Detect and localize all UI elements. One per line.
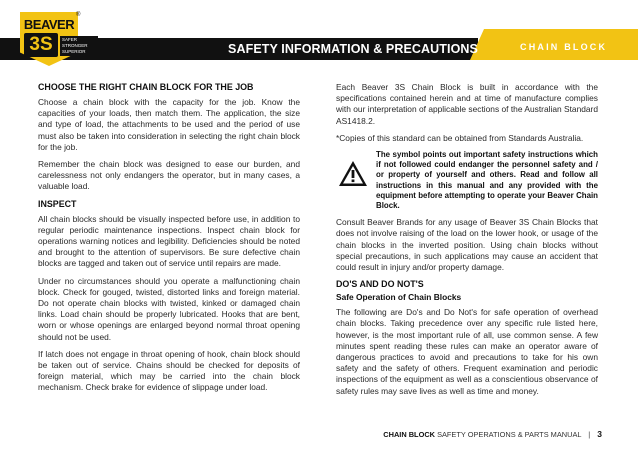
paragraph: *Copies of this standard can be obtained from Standards Australia. (336, 132, 584, 143)
logo-registered: ® (76, 12, 81, 18)
right-column (336, 82, 598, 403)
logo-word: STRONGER (62, 43, 88, 48)
footer-product: CHAIN BLOCK (383, 430, 435, 439)
section-tag: CHAIN BLOCK (520, 42, 608, 52)
paragraph: All chain blocks should be visually inspected before use, in addition to regular periodic maintenance inspections. Inspect chain block for operations warning notices and legibility. Deficiencies should be noted and brought to the attention of supervisors. Be sure defective chain blocks are tagged and taken out of service until repairs are made. (38, 213, 300, 269)
footer-manual: SAFETY OPERATIONS & PARTS MANUAL (437, 430, 582, 439)
heading-dos: DO'S AND DO NOT'S (336, 279, 424, 290)
logo-word: SAFER (62, 37, 78, 42)
paragraph: Consult Beaver Brands for any usage of Beaver 3S Chain Blocks that does not involve raising of the load on the lower hook, or usage of the chain blocks in the inverted position. Using chain blocks without special precautions, in such applications may cause an accident that could result in injury and/or property damage. (336, 217, 598, 273)
warning-text: The symbol points out important safety instructions which if not followed could endanger the personnel safety and / or property of yourself and others. Read and follow all instructions in this manual and any provided with the equipment before attempting to operate your Beaver Chain Block. (376, 150, 598, 211)
logo-model: 3S (24, 33, 58, 57)
heading-choose: CHOOSE THE RIGHT CHAIN BLOCK FOR THE JOB (38, 82, 254, 92)
paragraph: Remember the chain block was designed to ease our burden, and carelessness not only endangers the operator, but in many cases, a valuable load. (38, 159, 300, 192)
beaver-logo (20, 12, 132, 66)
footer-separator: | (588, 430, 591, 439)
page-number: 3 (597, 429, 602, 439)
logo-tagline (60, 36, 98, 56)
paragraph: Choose a chain block with the capacity for the job. Know the capacities of your loads, then match them. The application, the size and type of load, the attachments to be used and the period of use must also be taken into consideration in selecting the right chain block for the job. (38, 97, 300, 152)
page-footer (383, 429, 602, 439)
paragraph: If latch does not engage in throat opening of hook, chain block should be taken out of service. Chains should be checked for deposits of foreign material, which may be carried into the chain block mechanism. Check brake for evidence of slippage under load. (38, 348, 300, 393)
paragraph: Under no circumstances should you operate a malfunctioning chain block. Check for gouged, twisted, distorted links and foreign material. Do not operate chain blocks with twisted, kinked or damaged chain links. Load chain should be properly lubricated. Hooks that are bent, worn or whose openings are enlarged beyond normal throat opening should not be used. (38, 275, 300, 342)
paragraph: The following are Do's and Do Not's for safe operation of overhead chain blocks. Taking precedence over any specific rule listed here, however, is the most important rule of all, use common sense. A few minutes spent reading these rules can make an operator aware of dangerous practices to avoid and precautions to take for his own safety and the safety of others. Frequent examination and periodic inspections of the equipment as well as a conscientious observance of safety rules may save lives as well as time and money. (336, 307, 598, 396)
page-title: SAFETY INFORMATION & PRECAUTIONS (228, 42, 478, 56)
warning-triangle-icon (338, 160, 368, 187)
subheading-safe-operation: Safe Operation of Chain Blocks (336, 292, 462, 303)
logo-word: SUPERIOR (62, 49, 86, 54)
heading-inspect: INSPECT (38, 198, 77, 209)
paragraph: Each Beaver 3S Chain Block is built in accordance with the specifications contained herein and at time of manufacture complies with our interpretation of applicable sections of the Australian Standard AS1418.2. (336, 82, 598, 126)
warning-box (336, 150, 598, 211)
logo-brand: BEAVER (23, 17, 75, 32)
left-column (38, 82, 300, 400)
